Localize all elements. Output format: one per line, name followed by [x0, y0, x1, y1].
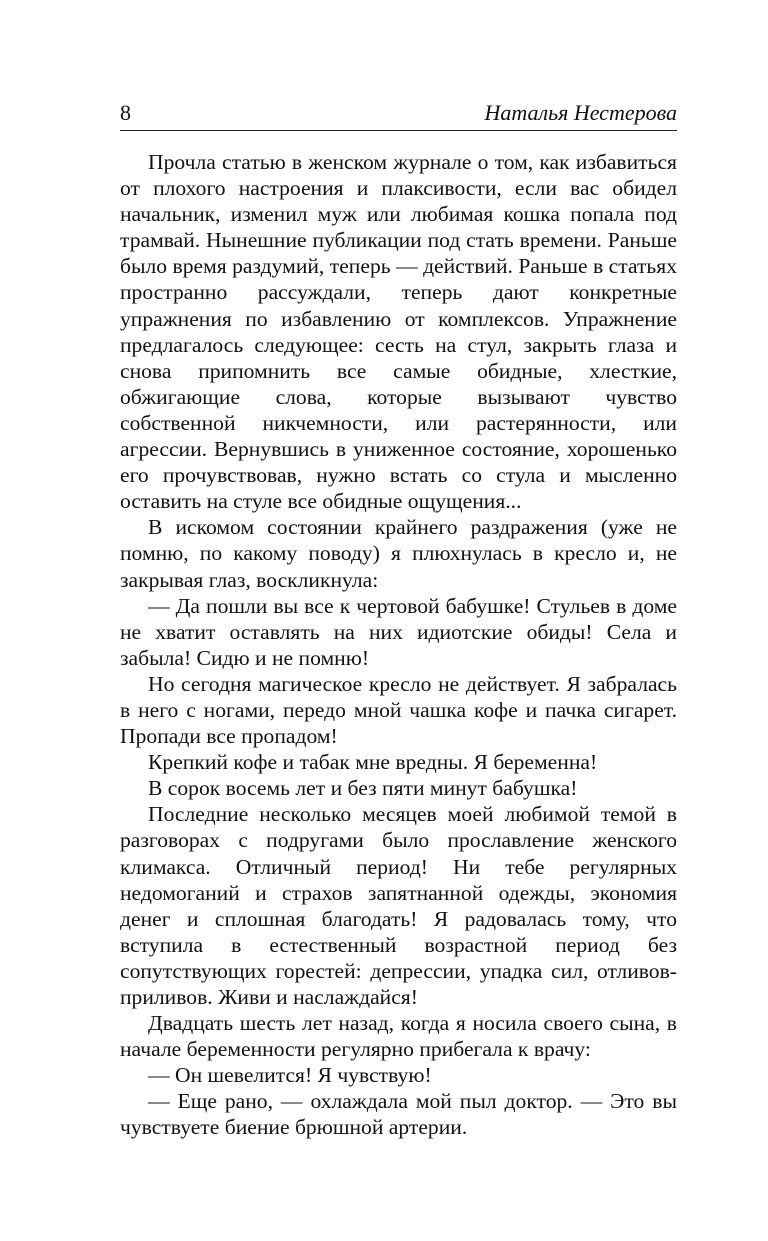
running-head: [120, 96, 677, 131]
paragraph: Последние несколько месяцев моей любимой темой в разговорах с подругами было прославление женского климакса. Отличный период! Ни тебе регулярных недомоганий и страхов запятнанной одежды, экономия денег и сплошная благодать! Я радовалась тому, что вступила в естественный возрастной период без сопутствующих горестей: депрессии, упадка сил, отливов-приливов. Живи и наслаждайся!: [120, 802, 677, 1009]
paragraph: Прочла статью в женском журнале о том, как избавиться от плохого настроения и плаксивости, если вас обидел начальник, изменил муж или любимая кошка попала под трамвай. Нынешние публикации под стать времени. Раньше было время раздумий, теперь — действий. Раньше в статьях пространно рассуждали, теперь дают конкретные упражнения по избавлению от комплексов. Упражнение предлагалось следующее: сесть на стул, закрыть глаза и снова припомнить все самые обидные, хлесткие, обжигающие слова, которые вызывают чувство собственной никчемности, или растерянности, или агрессии. Вернувшись в униженное состояние, хорошенько его прочувствовав, нужно встать со стула и мысленно оставить на стуле все обидные ощущения...: [120, 150, 677, 514]
page-number: 8: [120, 100, 131, 125]
paragraph: В искомом состоянии крайнего раздражения (уже не помню, по какому поводу) я плюхнулась в кресло и, не закрывая глаз, воскликнула:: [120, 515, 677, 592]
paragraph: Но сегодня магическое кресло не действует. Я забралась в него с ногами, передо мной чашка кофе и пачка сигарет. Пропади все пропадом!: [120, 671, 677, 749]
author-name: Наталья Нестерова: [484, 100, 677, 125]
paragraph: — Еще рано, — охлаждала мой пыл доктор. — Это вы чувствуете биение брюшной артерии.: [120, 1089, 677, 1140]
paragraph: Двадцать шесть лет назад, когда я носила своего сына, в начале беременности регулярно прибегала к врачу:: [120, 1011, 677, 1062]
paragraph: В сорок восемь лет и без пяти минут бабушка!: [148, 776, 578, 801]
text-body: [120, 149, 677, 1141]
paragraph: — Он шевелится! Я чувствую!: [148, 1063, 432, 1088]
paragraph: Крепкий кофе и табак мне вредны. Я беременна!: [148, 750, 598, 775]
book-page: [120, 96, 677, 1141]
paragraph: — Да пошли вы все к чертовой бабушке! Стульев в доме не хватит оставлять на них идиотские обиды! Села и забыла! Сидю и не помню!: [120, 593, 677, 670]
